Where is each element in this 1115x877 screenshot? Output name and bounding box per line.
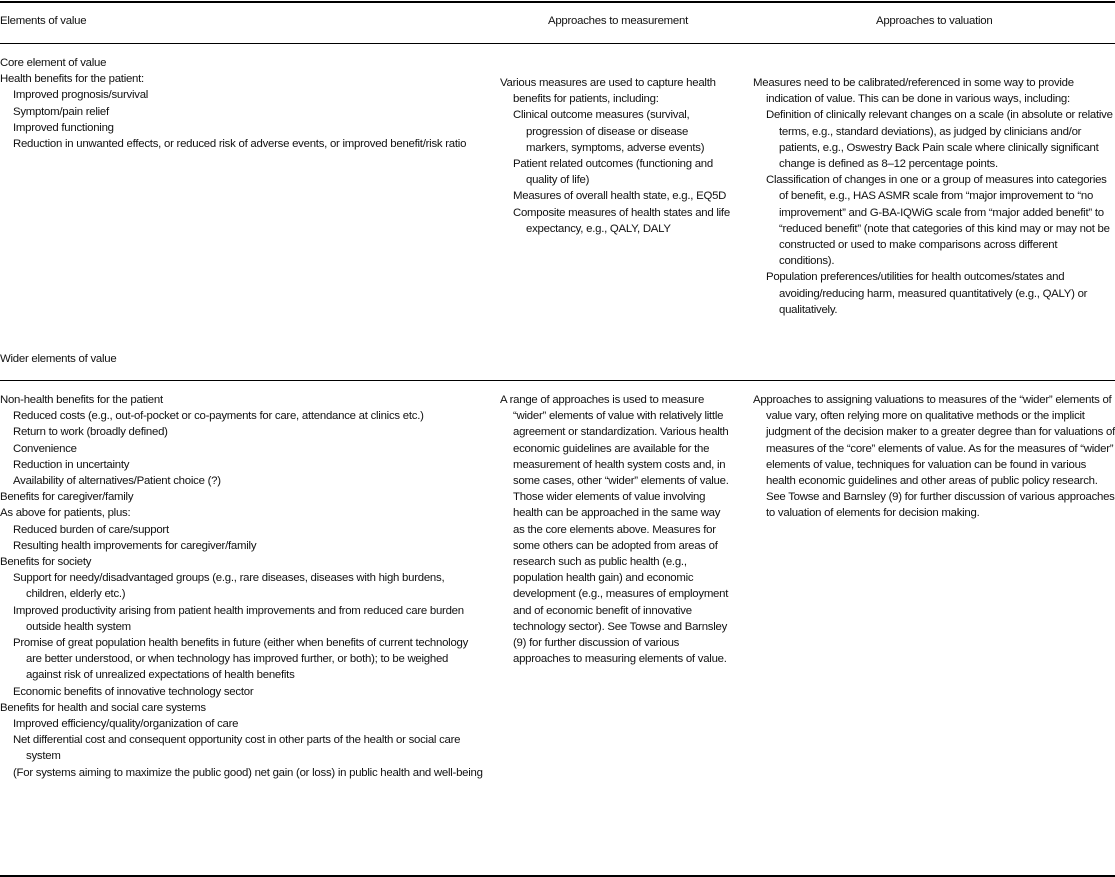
element-item: Improved functioning: [13, 121, 114, 134]
section1-title: Core element of value: [0, 57, 107, 69]
table-top-rule: [0, 1, 1115, 3]
measurement-intro: Various measures are used to capture health benefits for patients, including:: [500, 77, 716, 106]
valuation-text: Approaches to assigning valuations to measures of the “wider” elements of value vary, often relying more on qualitative methods or the implicit judgment of the decision maker to a greater degree than for valuations of measures of the “core” elements of value. As for the measures of “wider” elements of value, techniques for valuation can be found in various health economic guidelines and other areas of public policy research. See Towse and Barnsley (9) for further discussion of various approaches to valuation of elements for decision making.: [753, 394, 1115, 520]
valuation-item: Classification of changes in one or a group of measures into categories of benefit, e.g., HAS ASMR scale from “major improvement to “no improvement” and G-BA-IQWiG scale from “major added benefit” to “reduced benefit” (note that categories of this kind may or may not be constructed or used to make comparisons across different conditions).: [766, 174, 1110, 268]
element-item: (For systems aiming to maximize the public good) net gain (or loss) in public health and well-being: [13, 766, 483, 779]
section1-elements-column: [0, 55, 500, 152]
table-bottom-rule: [0, 875, 1115, 877]
measurement-item: Composite measures of health states and life expectancy, e.g., QALY, DALY: [513, 206, 730, 235]
element-item: Return to work (broadly defined): [13, 426, 168, 439]
element-heading: Benefits for health and social care systems: [0, 701, 206, 714]
measurement-text: A range of approaches is used to measure “wider” elements of value with relatively little agreement or standardization. Various health economic guidelines are available for the measurement of health system costs and, in some cases, other “wider” elements of value. Those wider elements of value involving health can be approached in the same way as the core elements above. Measures for some others can be adopted from areas of research such as public health (e.g., population health gain) and economic development (e.g., measures of employment and of economic benefit of innovative technology sector). See Towse and Barnsley (9) for further discussion of various approaches to measuring elements of value.: [500, 394, 729, 666]
element-item: Reduced burden of care/support: [13, 523, 169, 536]
element-item: Promise of great population health benefits in future (either when benefits of current technology are better understood, or when technology has improved further, or both); to be weighed against risk of unrealized expectations of health benefits: [13, 637, 469, 682]
element-item: Improved productivity arising from patient health improvements and from reduced care burden outside health system: [13, 604, 464, 633]
element-item: Support for needy/disadvantaged groups (e.g., rare diseases, diseases with high burdens, children, elderly etc.): [13, 572, 445, 601]
element-item: Reduction in uncertainty: [13, 458, 130, 471]
section2-valuation-column: [753, 392, 1115, 522]
header-approaches-to-measurement: Approaches to measurement: [548, 15, 689, 27]
section2-measurement-column: [500, 392, 732, 667]
valuation-item: Population preferences/utilities for health outcomes/states and avoiding/reducing harm, measured quantitatively (e.g., QALY) or qualitatively.: [766, 271, 1088, 316]
section1-measurement-column: [500, 75, 732, 237]
element-item: Reduced costs (e.g., out-of-pocket or co-payments for care, attendance at clinics etc.): [13, 410, 424, 423]
measurement-item: Clinical outcome measures (survival, progression of disease or disease markers, symptoms, adverse events): [513, 109, 705, 154]
measurement-item: Patient related outcomes (functioning and quality of life): [513, 158, 713, 187]
element-heading: Benefits for caregiver/family: [0, 491, 134, 504]
section-divider-rule: [0, 380, 1115, 381]
element-heading: Health benefits for the patient:: [0, 73, 144, 86]
section2-title: Wider elements of value: [0, 353, 117, 365]
element-item: Availability of alternatives/Patient choice (?): [13, 475, 221, 488]
element-item: Improved efficiency/quality/organization of care: [13, 718, 239, 731]
element-item: Economic benefits of innovative technology sector: [13, 685, 254, 698]
element-item: Net differential cost and consequent opportunity cost in other parts of the health or social care system: [13, 734, 461, 763]
header-approaches-to-valuation: Approaches to valuation: [876, 15, 993, 27]
element-item: Symptom/pain relief: [13, 105, 109, 118]
element-item: Resulting health improvements for caregiver/family: [13, 539, 257, 552]
element-heading: Benefits for society: [0, 556, 92, 569]
element-item: Reduction in unwanted effects, or reduced risk of adverse events, or improved benefit/risk ratio: [13, 138, 467, 151]
header-elements-of-value: Elements of value: [0, 15, 87, 27]
element-item: Convenience: [13, 442, 77, 455]
valuation-item: Definition of clinically relevant changes on a scale (in absolute or relative terms, e.g., standard deviations), as judged by clinicians and/or patients, e.g., Oswestry Back Pain scale where clinically significant change is defined as 8–12 percentage points.: [766, 109, 1113, 171]
table-header-rule: [0, 43, 1115, 44]
element-heading: As above for patients, plus:: [0, 507, 131, 520]
measurement-item: Measures of overall health state, e.g., EQ5D: [513, 190, 727, 203]
valuation-intro: Measures need to be calibrated/referenced in some way to provide indication of value. This can be done in various ways, including:: [753, 77, 1074, 106]
section1-valuation-column: [753, 75, 1115, 318]
element-item: Improved prognosis/survival: [13, 89, 149, 102]
element-heading: Non-health benefits for the patient: [0, 394, 163, 406]
section2-elements-column: [0, 392, 485, 781]
